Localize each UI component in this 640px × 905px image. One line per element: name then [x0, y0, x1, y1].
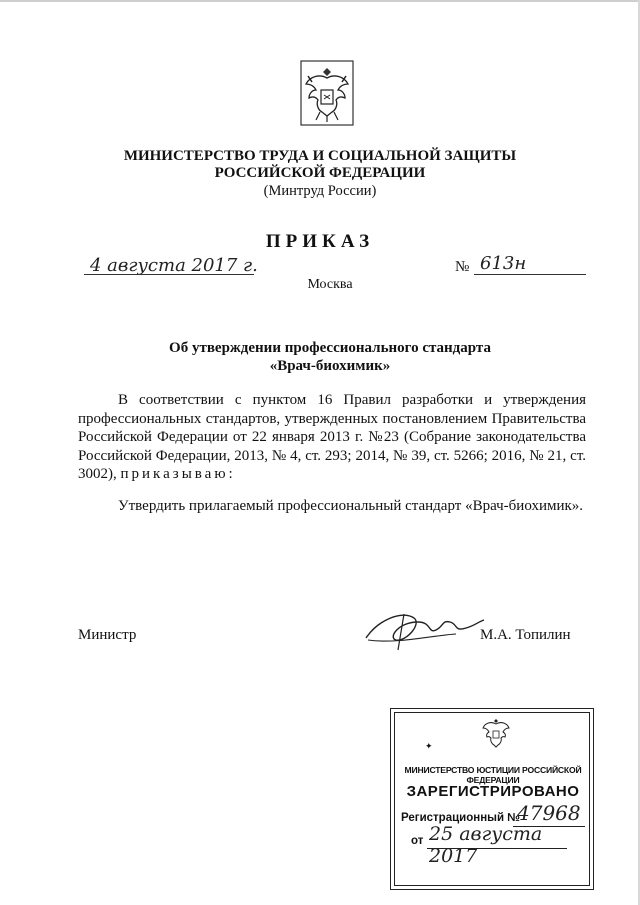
- registration-stamp: [390, 708, 594, 890]
- signature-icon: [358, 600, 488, 660]
- document-title: ПРИКАЗ: [265, 231, 375, 252]
- date-underline: [84, 274, 254, 275]
- stamp-date-label: от: [411, 835, 424, 847]
- coat-of-arms-icon: [300, 60, 354, 126]
- page-edge: [0, 0, 640, 2]
- ministry-short-name: (Минтруд России): [263, 183, 377, 199]
- subject-line: «Врач-биохимик»: [269, 358, 391, 374]
- order-number: 613н: [480, 253, 527, 274]
- subject-line: Об утверждении профессионального стандарта: [169, 340, 491, 356]
- body-paragraph: [78, 391, 586, 484]
- signer-name: М.А. Топилин: [480, 627, 571, 643]
- order-directive: приказываю:: [120, 466, 236, 482]
- ministry-line: МИНИСТЕРСТВО ТРУДА И СОЦИАЛЬНОЙ ЗАЩИТЫ: [123, 148, 517, 164]
- stamp-date-underline: [427, 848, 567, 849]
- stamp-frame: [394, 712, 590, 886]
- stamp-mark-icon: ✦: [425, 741, 433, 751]
- body-paragraph: Утвердить прилагаемый профессиональный стандарт «Врач-биохимик».: [118, 498, 584, 514]
- coat-of-arms-icon: [481, 718, 511, 754]
- stamp-reg-date: 25 августа 2017: [429, 823, 543, 867]
- ministry-name: [0, 148, 640, 182]
- order-number-label: №: [455, 259, 470, 275]
- number-underline: [474, 274, 586, 275]
- ministry-line: РОССИЙСКОЙ ФЕДЕРАЦИИ: [214, 165, 426, 181]
- paragraph-text: В соответствии с пунктом 16 Правил разработки и утверждения профессиональных стандартов, утвержденных постановлением Правительства Российской Федерации от 22 января 2013 г. №23 (Собрание законодательства Российской Федерации, 2013, № 4, ст. 293; 2014, № 39, ст. 5266; 2016, № 21, ст. 3002),: [78, 392, 586, 482]
- signer-position: Министр: [78, 627, 137, 643]
- order-subject: [0, 339, 640, 375]
- stamp-reg-label: Регистрационный №: [401, 812, 521, 824]
- order-city: Москва: [307, 277, 353, 292]
- stamp-ministry: МИНИСТЕРСТВО ЮСТИЦИИ РОССИЙСКОЙ ФЕДЕРАЦИИ: [404, 765, 582, 785]
- stamp-registered: ЗАРЕГИСТРИРОВАНО: [406, 783, 580, 800]
- stamp-reg-number: 47968: [517, 801, 581, 825]
- order-date: 4 августа 2017 г.: [90, 255, 258, 276]
